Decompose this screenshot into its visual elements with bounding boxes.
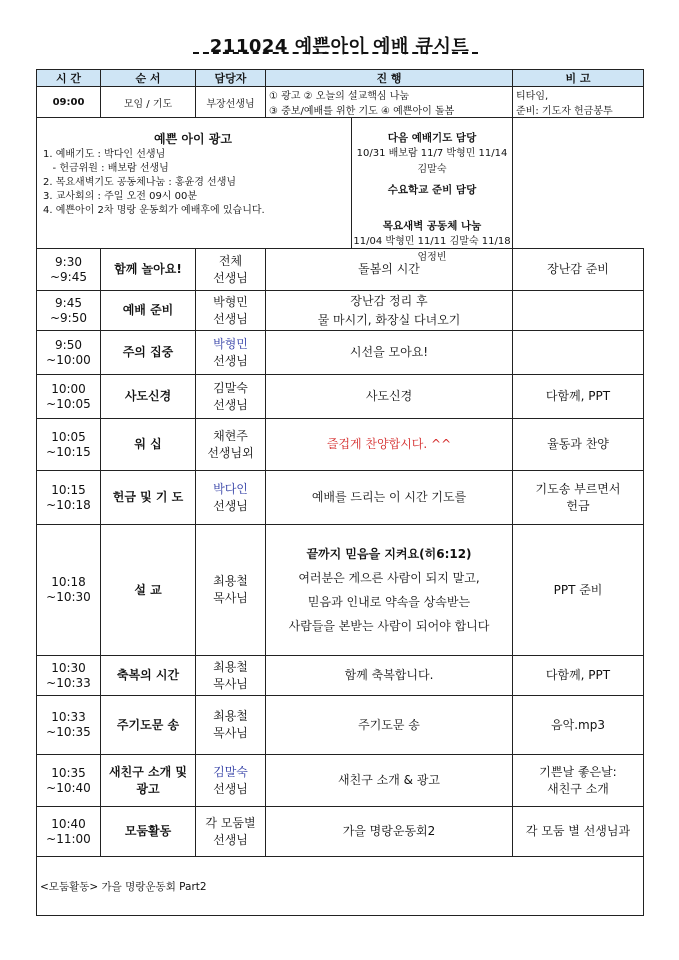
top-progress: [266, 87, 513, 118]
notice-right-line-1: 10/31 배보람 11/7 박형민 11/14 김말숙: [356, 148, 508, 175]
header-row: [37, 70, 644, 87]
row-progress: 함께 축복합니다.: [266, 656, 513, 696]
notice-left-cell: [37, 118, 513, 263]
page-title: 211024 예쁜아이 예배 큐시트: [209, 36, 470, 57]
row-time: 9:30 ~9:45: [37, 249, 101, 291]
row-progress: 끝까지 믿음을 지켜요(히6:12) 여러분은 게으른 사람이 되지 말고, 믿음과 인내로 약속을 상속받는 사람들을 본받는 사람이 되어야 합니다: [266, 525, 513, 656]
row-time: 10:05 ~10:15: [37, 419, 101, 471]
table-row: [37, 419, 644, 471]
row-progress: 즐겁게 찬양합시다. ^^: [266, 419, 513, 471]
notice-right-line-3: 11/04 박형민 11/11 김말숙 11/18 엄정빈: [353, 236, 511, 263]
table-row: [37, 291, 644, 331]
table-row: [37, 656, 644, 696]
row-person: 최용철 목사님: [196, 525, 266, 656]
notice-row: [37, 118, 644, 249]
header-time: 시 간: [37, 70, 101, 87]
notice-right-heading-3: 목요새벽 공동체 나눔: [382, 220, 482, 232]
row-person: 박형민 선생님: [196, 291, 266, 331]
row-person: 전체 선생님: [196, 249, 266, 291]
table-row: [37, 249, 644, 291]
row-time: 10:18 ~10:30: [37, 525, 101, 656]
row-note: 각 모둠 별 선생님과: [513, 807, 644, 857]
row-person: 김말숙 선생님: [196, 755, 266, 807]
title-underline: [193, 52, 478, 54]
row-person: 각 모둠별 선생님: [196, 807, 266, 857]
row-note: 장난감 준비: [513, 249, 644, 291]
row-order: 사도신경: [101, 375, 196, 419]
row-note: PPT 준비: [513, 525, 644, 656]
top-note: [513, 87, 644, 118]
row-note: [513, 291, 644, 331]
row-note: 다함께, PPT: [513, 656, 644, 696]
row-person: 최용철 목사님: [196, 696, 266, 755]
notice-line: 2. 목요새벽기도 공동체나눔 : 홍윤경 선생님: [43, 177, 237, 188]
row-time: 10:33 ~10:35: [37, 696, 101, 755]
row-time: 10:15 ~10:18: [37, 471, 101, 525]
row-time: 10:35 ~10:40: [37, 755, 101, 807]
row-order: 예배 준비: [101, 291, 196, 331]
table-row: [37, 471, 644, 525]
top-progress-line-2: ③ 중보/예배를 위한 기도 ④ 예쁜아이 돌봄: [269, 106, 455, 117]
header-note: 비 고: [513, 70, 644, 87]
top-order: 모임 / 기도: [101, 87, 196, 118]
row-note: 기도송 부르면서 헌금: [513, 471, 644, 525]
top-progress-line-1: ① 광고 ② 오늘의 설교핵심 나눔: [269, 91, 410, 102]
row-person: 박다인 선생님: [196, 471, 266, 525]
row-time: 9:45 ~9:50: [37, 291, 101, 331]
row-progress: 주기도문 송: [266, 696, 513, 755]
row-time: 10:40 ~11:00: [37, 807, 101, 857]
row-order: 워 십: [101, 419, 196, 471]
row-time: 9:50 ~10:00: [37, 331, 101, 375]
row-progress: 가을 명랑운동회2: [266, 807, 513, 857]
top-row: [37, 87, 644, 118]
top-note-line-2: 준비: 기도자 헌금봉투: [516, 106, 613, 117]
notice-line: 3. 교사회의 : 주일 오전 09시 00분: [43, 191, 198, 202]
row-time: 10:00 ~10:05: [37, 375, 101, 419]
row-order: 함께 놀아요!: [101, 249, 196, 291]
table-row: [37, 375, 644, 419]
row-person: 최용철 목사님: [196, 656, 266, 696]
row-time: 10:30 ~10:33: [37, 656, 101, 696]
row-progress: 시선을 모아요!: [266, 331, 513, 375]
row-note: 율동과 찬양: [513, 419, 644, 471]
row-note: 음악.mp3: [513, 696, 644, 755]
header-order: 순 서: [101, 70, 196, 87]
notice-line: - 헌금위원 : 배보람 선생님: [43, 163, 169, 174]
row-order: 주의 집중: [101, 331, 196, 375]
row-note: 다함께, PPT: [513, 375, 644, 419]
row-order: 헌금 및 기 도: [101, 471, 196, 525]
row-order: 주기도문 송: [101, 696, 196, 755]
row-progress: 장난감 정리 후 물 마시기, 화장실 다녀오기: [266, 291, 513, 331]
notice-right: [351, 118, 512, 263]
row-person: 채현주 선생님외: [196, 419, 266, 471]
table-row: [37, 525, 644, 656]
footer-row: [37, 857, 644, 916]
row-progress: 돌봄의 시간: [266, 249, 513, 291]
notice-right-heading-1: 다음 예배기도 담당: [387, 132, 477, 144]
row-person: 박형민 선생님: [196, 331, 266, 375]
table-row: [37, 755, 644, 807]
row-person: 김말숙 선생님: [196, 375, 266, 419]
row-order: 설 교: [101, 525, 196, 656]
table-row: [37, 807, 644, 857]
notice-right-heading-2: 수요학교 준비 담당: [387, 184, 477, 196]
notice-line: 1. 예배기도 : 박다인 선생님: [43, 149, 166, 160]
top-person: 부장선생님: [196, 87, 266, 118]
top-note-line-1: 티타임,: [516, 91, 549, 102]
header-progress: 진 행: [266, 70, 513, 87]
table-row: [37, 331, 644, 375]
row-note: [513, 331, 644, 375]
top-time: 09:00: [37, 87, 101, 118]
table-row: [37, 696, 644, 755]
row-progress: 사도신경: [266, 375, 513, 419]
header-person: 담당자: [196, 70, 266, 87]
notice-line: 4. 예쁜아이 2차 명랑 운동회가 예배후에 있습니다.: [43, 205, 265, 216]
notice-left-heading: 예쁜 아이 광고: [154, 132, 232, 146]
row-note: 기쁜날 좋은날: 새친구 소개: [513, 755, 644, 807]
row-progress: 예배를 드리는 이 시간 기도를: [266, 471, 513, 525]
notice-left: [37, 118, 351, 248]
row-order: 축복의 시간: [101, 656, 196, 696]
footer-text: <모둠활동> 가을 명랑운동회 Part2: [37, 857, 644, 916]
cue-sheet-table: [36, 69, 644, 916]
row-progress: 새친구 소개 & 광고: [266, 755, 513, 807]
row-order: 모둠활동: [101, 807, 196, 857]
row-order: 새친구 소개 및 광고: [101, 755, 196, 807]
